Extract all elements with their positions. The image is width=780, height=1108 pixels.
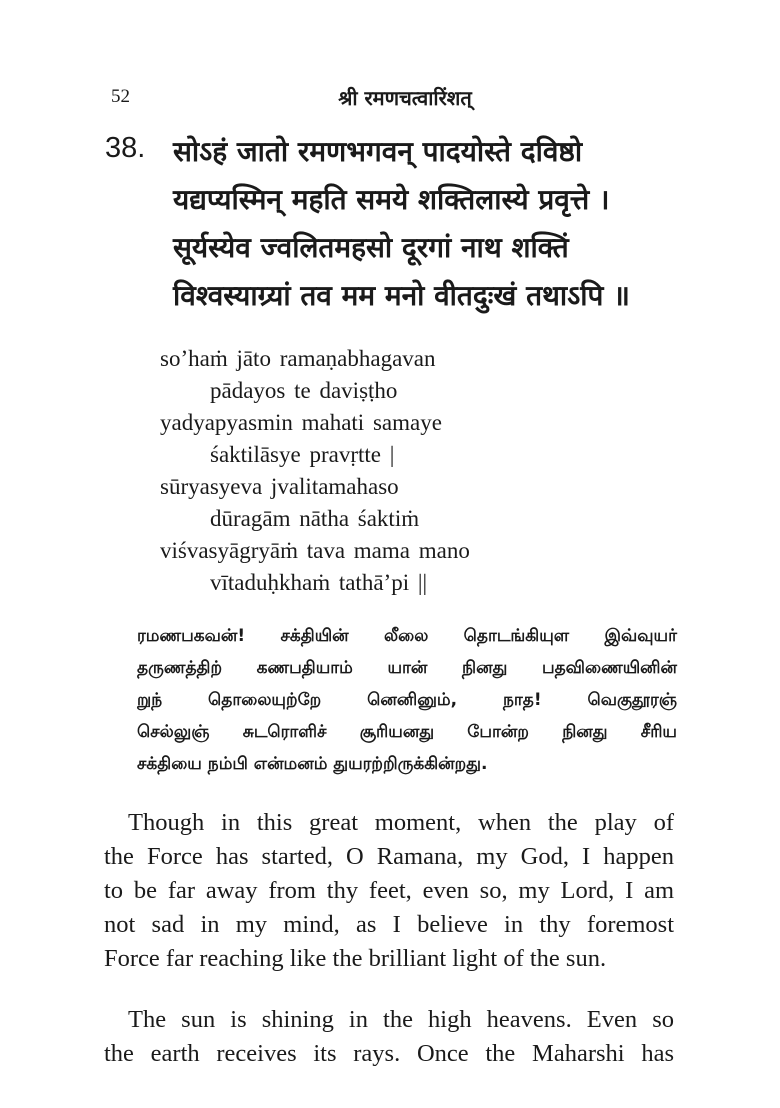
verse-lines [173,128,753,320]
tamil-line: சக்தியை நம்பி என்மனம் துயரற்றிருக்கின்றது. [137,754,488,774]
transliteration-line: viśvasyāgryāṁ tava mama mano [160,538,470,563]
verse-line: विश्वस्याग्र्यां तव मम मनो वीतदुःखं तथाऽपि ॥ [173,279,630,312]
commentary-paragraph [104,1003,674,1071]
transliteration-block [160,343,470,599]
verse-line: सोऽहं जातो रमणभगवन् पादयोस्ते दविष्ठो [173,135,583,168]
verse-line: यद्यप्यस्मिन् महति समये शक्तिलास्ये प्रवृत्ते । [173,183,610,216]
tamil-translation [137,620,677,780]
tamil-line: செல்லுஞ் சுடரொளிச் சூரியனது போன்ற நினது சீரிய [137,722,677,742]
tamil-line: றுந் தொலையுற்றே னெனினும், நாத! வெகுதூரஞ் [137,690,677,710]
paragraph-line: the earth receives its rays. Once the Maharshi has [104,1040,674,1067]
paragraph-line: the Force has started, O Ramana, my God, I happen [104,843,674,870]
paragraph-line: not sad in my mind, as I believe in thy foremost [104,911,674,938]
transliteration-line: vītaduḥkhaṁ tathā’pi || [210,570,428,595]
transliteration-line: pādayos te daviṣṭho [210,378,398,403]
transliteration-line: so’haṁ jāto ramaṇabhagavan [160,346,436,371]
paragraph-line: The sun is shining in the high heavens. Even so [128,1006,674,1033]
transliteration-line: sūryasyeva jvalitamahaso [160,474,399,499]
transliteration-line: yadyapyasmin mahati samaye [160,410,442,435]
transliteration-line: śaktilāsye pravṛtte | [210,442,395,467]
paragraph-line: to be far away from thy feet, even so, my Lord, I am [104,877,674,904]
tamil-line: ரமணபகவன்! சக்தியின் லீலை தொடங்கியுள இவ்வுயர் [137,626,677,646]
transliteration-line: dūragām nātha śaktiṁ [210,506,420,531]
paragraph-line: Force far reaching like the brilliant light of the sun. [104,945,607,972]
verse-number: 38. [105,132,146,164]
tamil-line: தருணத்திற் கணபதியாம் யான் நினது பதவிணையினின் [137,658,677,678]
english-translation-paragraph [104,806,674,976]
paragraph-line: Though in this great moment, when the play of [128,809,674,836]
running-title: श्री रमणचत्वारिंशत् [338,86,472,110]
verse-line: सूर्यस्येव ज्वलितमहसो दूरगां नाथ शक्तिं [173,231,569,264]
page-number: 52 [111,86,130,107]
